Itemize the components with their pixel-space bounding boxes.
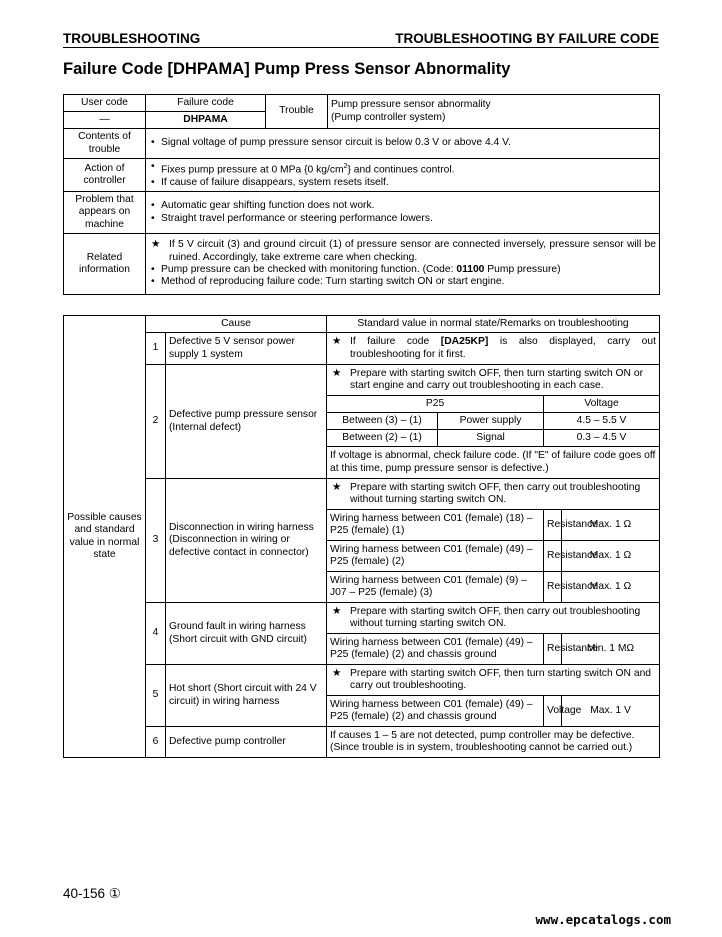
harness-text: Wiring harness between C01 (female) (18) – P25 (female) (1) — [327, 510, 544, 541]
cause-text: Ground fault in wiring harness (Short circuit with GND circuit) — [166, 603, 327, 665]
cause-text: Defective 5 V sensor power supply 1 system — [166, 333, 327, 365]
page-number: 40-156 ① — [63, 886, 121, 901]
failure-info-table — [63, 94, 660, 295]
section-header: TROUBLESHOOTING — [63, 31, 201, 46]
cause-number: 4 — [146, 603, 166, 665]
cause-note: If voltage is abnormal, check failure code. (If "E" of failure code goes off at this time, pump pressure sensor is defective.) — [327, 447, 660, 479]
related-text: ★ If 5 V circuit (3) and ground circuit (1) of pressure sensor are connected inversely, pressure sensor will be ruined. Accordingly, take extreme care when checking. • Pump pressure can be checked with monitoring function. (Code: 01100 Pump pressure) • Method of reproducing failure code: Turn starting switch ON or start engine. — [146, 234, 660, 295]
cause-text: Hot short (Short circuit with 24 V circuit) in wiring harness — [166, 665, 327, 727]
star-icon: ★ — [332, 667, 342, 679]
action-label: Action of controller — [64, 159, 146, 192]
cause-number: 6 — [146, 727, 166, 758]
cause-prep: ★ Prepare with starting switch OFF, then carry out troubleshooting without turning starting switch ON. — [327, 603, 660, 634]
cause-prep: ★ Prepare with starting switch OFF, then turn starting switch ON or start engine and carry out troubleshooting in each case. — [327, 365, 660, 396]
problem-text: • Automatic gear shifting function does not work. • Straight travel performance or steering performance lowers. — [146, 192, 660, 234]
cause-text: Defective pump controller — [166, 727, 327, 758]
voltage-label: Voltage — [544, 396, 660, 413]
cause-column-header: Cause — [146, 316, 327, 333]
star-icon: ★ — [332, 367, 342, 379]
contents-label: Contents of trouble — [64, 129, 146, 159]
harness-text: Wiring harness between C01 (female) (49) – P25 (female) (2) — [327, 541, 544, 572]
star-icon: ★ — [332, 336, 342, 348]
star-icon: ★ — [151, 239, 161, 251]
measure-item: Resistance — [544, 572, 562, 603]
measure-value: Max. 1 Ω — [562, 541, 660, 572]
failure-code-value: DHPAMA — [146, 112, 266, 129]
harness-text: Wiring harness between C01 (female) (9) – J07 – P25 (female) (3) — [327, 572, 544, 603]
causes-table — [63, 315, 660, 758]
subsection-header: TROUBLESHOOTING BY FAILURE CODE — [395, 31, 659, 46]
harness-text: Wiring harness between C01 (female) (49) – P25 (female) (2) and chassis ground — [327, 634, 544, 665]
user-code-label: User code — [64, 95, 146, 112]
star-icon: ★ — [332, 605, 342, 617]
cause-prep: ★ Prepare with starting switch OFF, then turn starting switch ON and carry out troubleshooting. — [327, 665, 660, 696]
measure-item: Power supply — [438, 413, 544, 430]
cause-number: 5 — [146, 665, 166, 727]
cause-number: 2 — [146, 365, 166, 479]
cause-number: 3 — [146, 479, 166, 603]
cause-prep: ★ Prepare with starting switch OFF, then carry out troubleshooting without turning starting switch ON. — [327, 479, 660, 510]
measure-value: 4.5 – 5.5 V — [544, 413, 660, 430]
measure-value: Max. 1 Ω — [562, 510, 660, 541]
page-title: Failure Code [DHPAMA] Pump Press Sensor Abnormality — [63, 60, 511, 78]
measure-value: Min. 1 MΩ — [562, 634, 660, 665]
connector-label: P25 — [327, 396, 544, 413]
contents-text: • Signal voltage of pump pressure sensor circuit is below 0.3 V or above 4.4 V. — [146, 129, 660, 159]
problem-label: Problem that appears on machine — [64, 192, 146, 234]
watermark-url: www.epcatalogs.com — [535, 912, 671, 927]
measure-item: Signal — [438, 430, 544, 447]
harness-text: Wiring harness between C01 (female) (49) – P25 (female) (2) and chassis ground — [327, 696, 544, 727]
failure-code-label: Failure code — [146, 95, 266, 112]
header-rule — [63, 47, 659, 48]
cause-remark: ★ If failure code [DA25KP] is also displayed, carry out troubleshooting for it first. — [327, 333, 660, 365]
cause-number: 1 — [146, 333, 166, 365]
trouble-label: Trouble — [266, 95, 328, 129]
action-text: • Fixes pump pressure at 0 MPa {0 $kg/cm^2$} and continues control. • If cause of failure disappears, system resets itself. — [146, 159, 660, 192]
cause-text: Disconnection in wiring harness (Disconnection in wiring or defective contact in connector) — [166, 479, 327, 603]
trouble-description: Pump pressure sensor abnormality (Pump controller system) — [328, 95, 660, 129]
related-label: Related information — [64, 234, 146, 295]
possible-causes-label: Possible causes and standard value in normal state — [64, 316, 146, 758]
user-code-value: — — [64, 112, 146, 129]
standard-column-header: Standard value in normal state/Remarks on troubleshooting — [327, 316, 660, 333]
cause-text: Defective pump pressure sensor (Internal defect) — [166, 365, 327, 479]
measure-item: Resistance — [544, 634, 562, 665]
measure-value: 0.3 – 4.5 V — [544, 430, 660, 447]
measure-between: Between (2) – (1) — [327, 430, 438, 447]
cause-remark: If causes 1 – 5 are not detected, pump controller may be defective. (Since trouble is in system, troubleshooting cannot be carried out.) — [327, 727, 660, 758]
measure-between: Between (3) – (1) — [327, 413, 438, 430]
measure-item: Resistance — [544, 510, 562, 541]
measure-value: Max. 1 V — [562, 696, 660, 727]
measure-item: Voltage — [544, 696, 562, 727]
measure-item: Resistance — [544, 541, 562, 572]
star-icon: ★ — [332, 481, 342, 493]
measure-value: Max. 1 Ω — [562, 572, 660, 603]
